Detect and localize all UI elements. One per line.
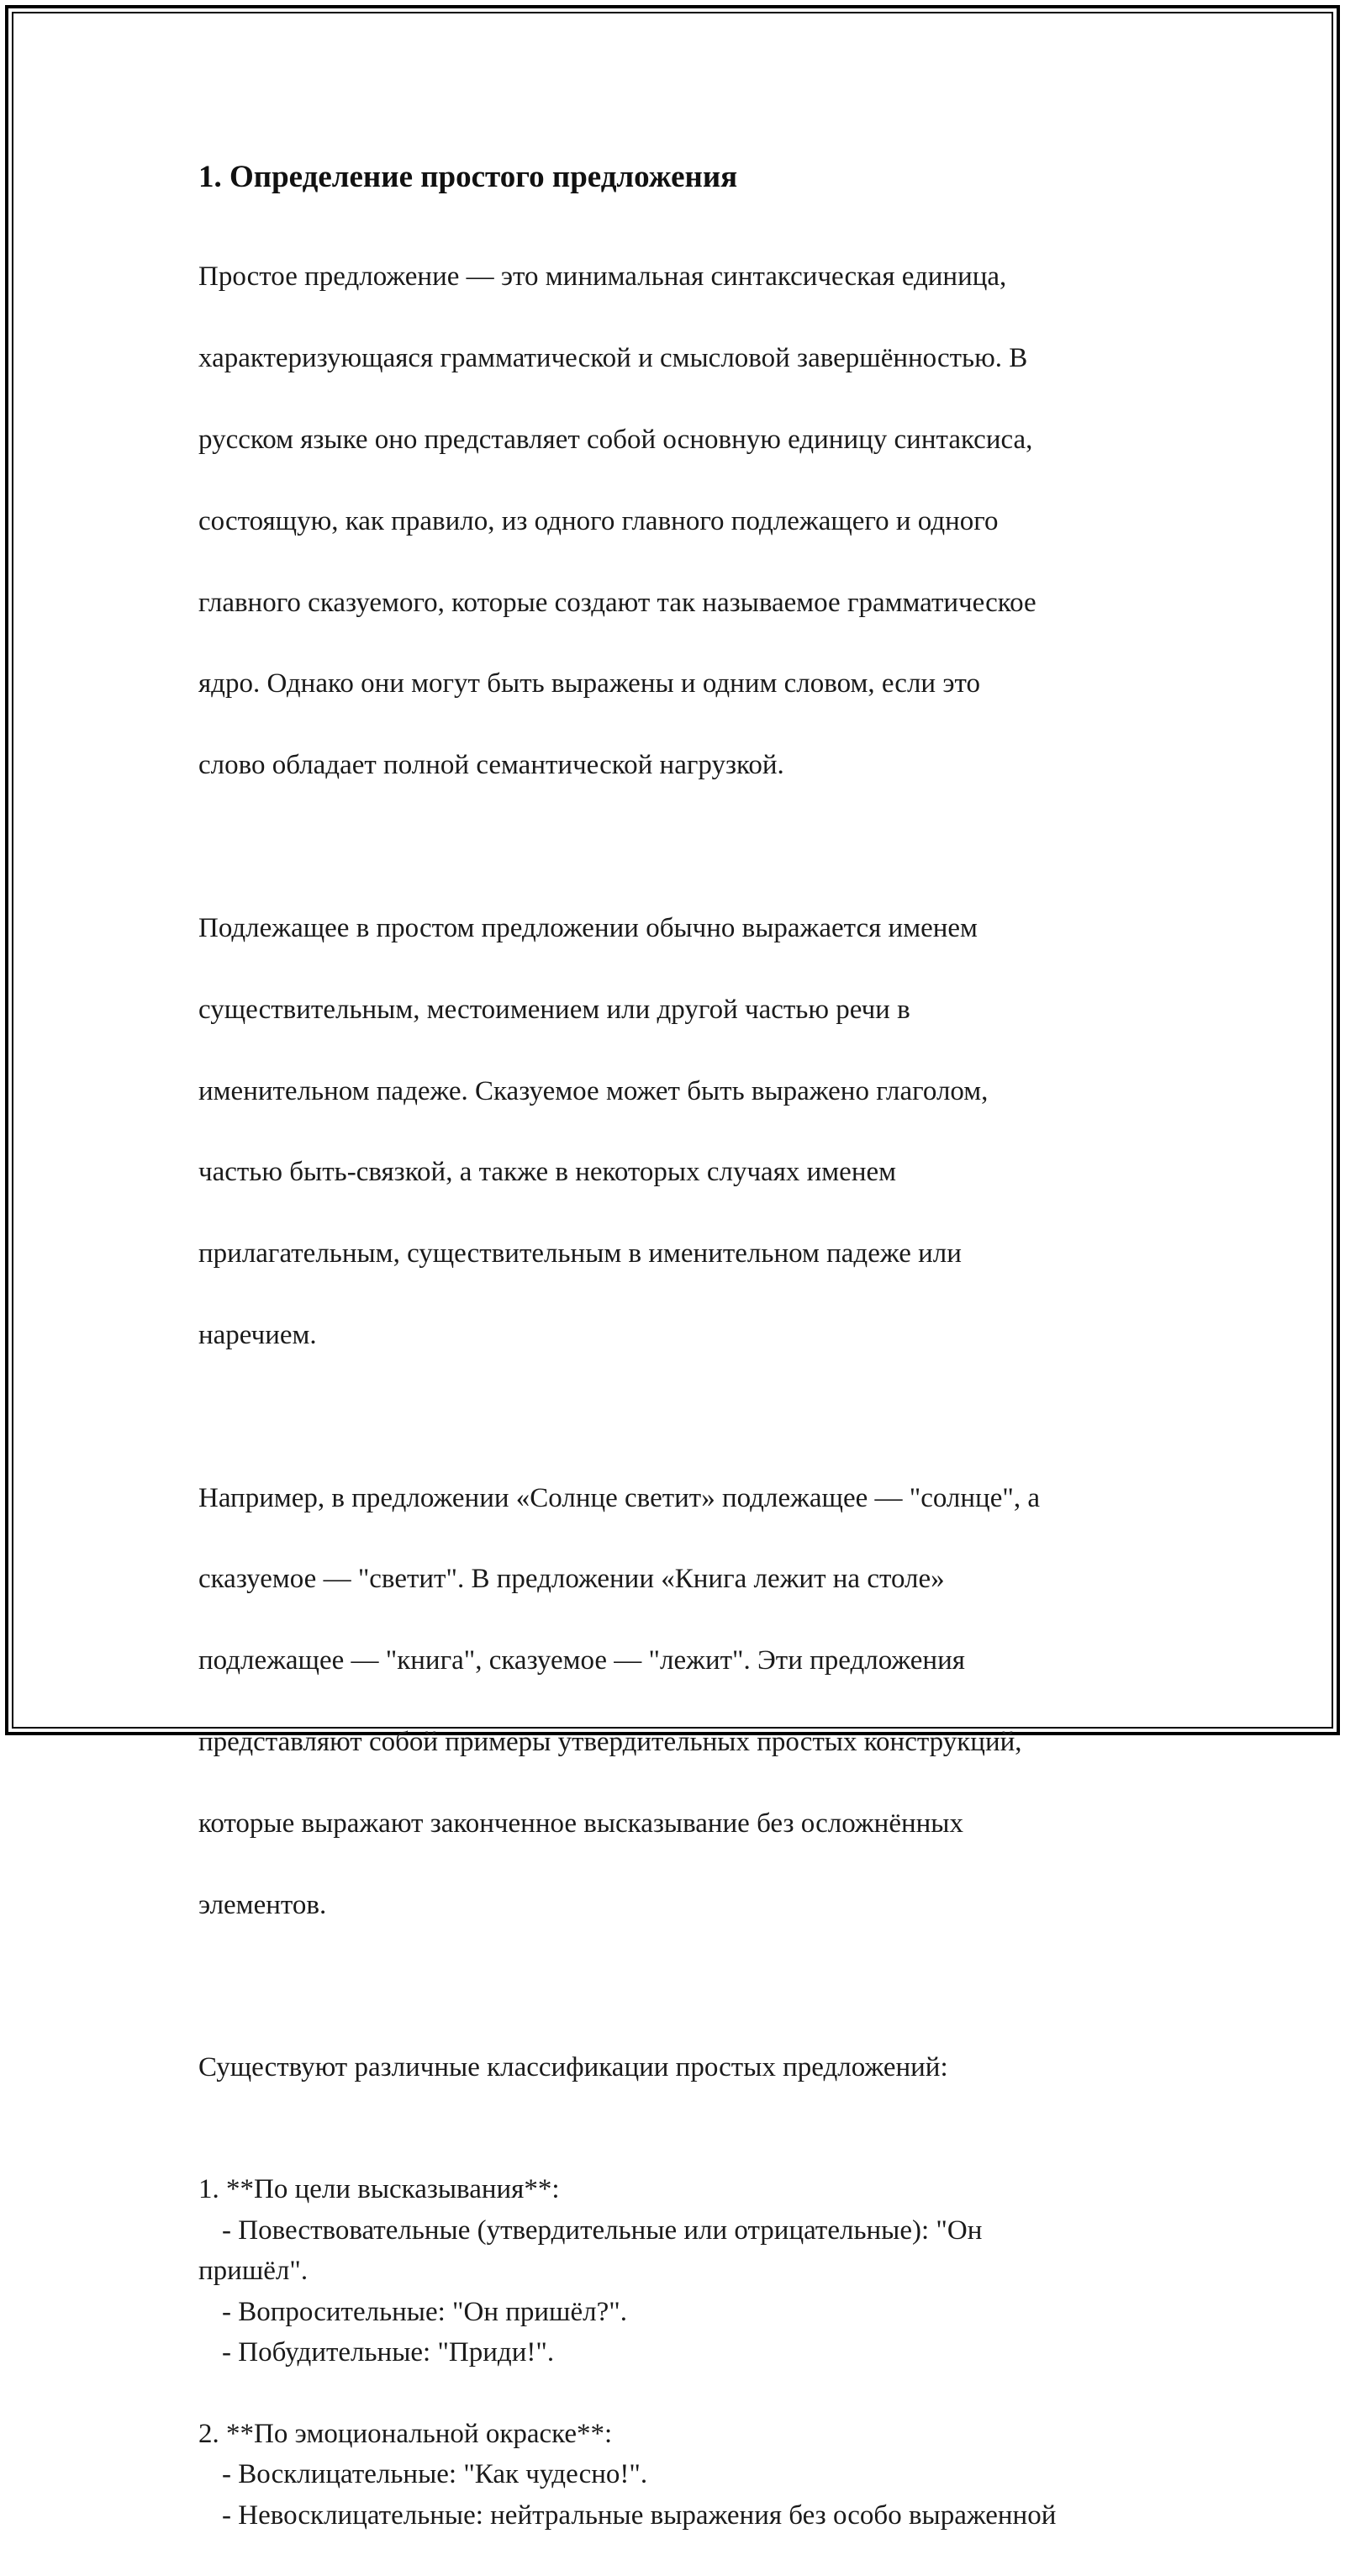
text-line: слово обладает полной семантической нагрузкой.	[198, 750, 784, 781]
text-line: главного сказуемого, которые создают так называемое грамматическое	[198, 587, 1036, 618]
list-by-purpose	[198, 2169, 1157, 2373]
list-by-emotion	[198, 2414, 1157, 2536]
text-line: представляют собой примеры утвердительных простых конструкций,	[198, 1727, 1022, 1757]
list-item: - Невосклицательные: нейтральные выражения без особо выраженной	[222, 2499, 1057, 2531]
text-line: именительном падеже. Сказуемое может быть выражено глаголом,	[198, 1075, 989, 1106]
text-line: наречием.	[198, 1319, 317, 1350]
text-line: Например, в предложении «Солнце светит» подлежащее — "солнце", а	[198, 1482, 1040, 1513]
text-line: существительным, местоимением или другой частью речи в	[198, 994, 910, 1025]
text-line: которые выражают законченное высказывание без осложнённых	[198, 1808, 963, 1839]
text-line: русском языке оно представляет собой основную единицу синтаксиса,	[198, 425, 1033, 456]
text-line: частью быть-связкой, а также в некоторых случаях именем	[198, 1157, 897, 1188]
list-item: - Повествовательные (утвердительные или отрицательные): "Он	[222, 2214, 983, 2246]
paragraph-subject-predicate	[198, 867, 1157, 1396]
list-item-continuation: пришёл".	[198, 2256, 309, 2287]
document-body	[198, 157, 1157, 2576]
paragraph-examples	[198, 1437, 1157, 1966]
text-line: характеризующаяся грамматической и смысловой завершённостью. В	[198, 343, 1028, 374]
list-item: - Восклицательные: "Как чудесно!".	[222, 2459, 648, 2490]
list-title: 2. **По эмоциональной окраске**:	[198, 2418, 613, 2449]
list-item: - Побудительные: "Приди!".	[222, 2337, 555, 2368]
list-title: 1. **По цели высказывания**:	[198, 2174, 560, 2205]
list-item: - Вопросительные: "Он пришёл?".	[222, 2296, 627, 2327]
text-line: прилагательным, существительным в именительном падеже или	[198, 1238, 962, 1270]
paragraph-classifications-intro	[198, 2007, 1157, 2129]
text-line: ядро. Однако они могут быть выражены и одним словом, если это	[198, 668, 980, 699]
paragraph-definition	[198, 216, 1157, 826]
text-line: подлежащее — "книга", сказуемое — "лежит". Эти предложения	[198, 1645, 965, 1676]
text-line: состоящую, как правило, из одного главного подлежащего и одного	[198, 505, 999, 536]
section-heading: 1. Определение простого предложения	[198, 160, 738, 194]
text-line: Существуют различные классификации простых предложений:	[198, 2052, 948, 2083]
text-line: сказуемое — "светит". В предложении «Книга лежит на столе»	[198, 1564, 945, 1595]
text-line: Подлежащее в простом предложении обычно выражается именем	[198, 912, 978, 943]
text-line: элементов.	[198, 1889, 327, 1920]
text-line: Простое предложение — это минимальная синтаксическая единица,	[198, 261, 1007, 293]
